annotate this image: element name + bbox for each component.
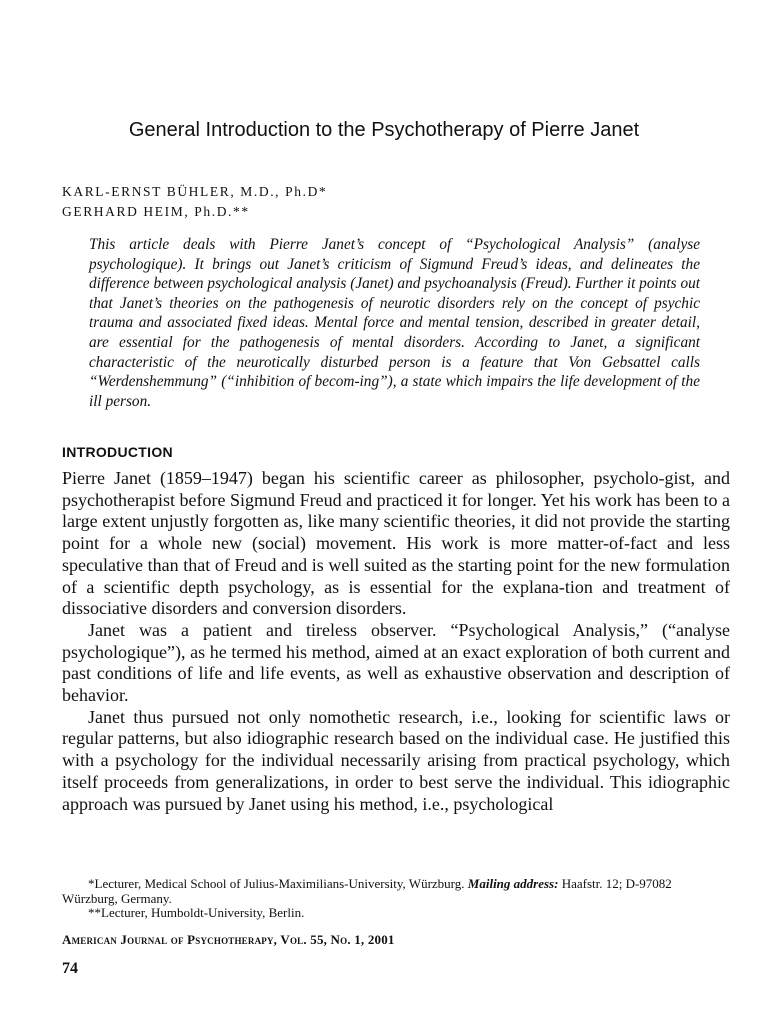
article-title: General Introduction to the Psychotherapy of Pierre Janet: [128, 119, 640, 141]
author-list: [62, 182, 327, 222]
mailing-address-label: Mailing address:: [467, 876, 559, 891]
journal-citation: American Journal of Psychotherapy, Vol. 55, No. 1, 2001: [62, 932, 395, 947]
footnote-1-text: *Lecturer, Medical School of Julius-Maximilians-University, Würzburg.: [88, 876, 465, 891]
body-text: [62, 468, 730, 815]
section-heading: INTRODUCTION: [62, 444, 173, 460]
footnote-1: [62, 877, 730, 906]
footnotes: [62, 877, 730, 921]
footnote-1-address: Haafstr. 12; D-97082 Würzburg, Germany.: [62, 876, 672, 906]
page-number: 74: [62, 960, 78, 977]
paragraph-2: Janet was a patient and tireless observer. “Psychological Analysis,” (“analyse psychologique”), as he termed his method, aimed at an exact exploration of both current and past conditions of life and life events, as well as exhaustive observation and description of behavior.: [62, 619, 730, 706]
paragraph-3: Janet thus pursued not only nomothetic research, i.e., looking for scientific laws or regular patterns, but also idiographic research based on the individual case. He justified this with a psychology for the individual necessarily arising from practical psychology, which itself proceeds from generalizations, in order to best serve the individual. This idiographic approach was pursued by Janet using his method, i.e., psychological: [62, 706, 730, 814]
author-1: KARL-ERNST BÜHLER, M.D., Ph.D*: [62, 184, 328, 199]
author-2: GERHARD HEIM, Ph.D.**: [62, 204, 250, 219]
paragraph-1: Pierre Janet (1859–1947) began his scientific career as philosopher, psycholo-gist, and psychotherapist before Sigmund Freud and practiced it for longer. Yet his work has been to a large extent unjustly forgotten as, like many scientific theories, it did not provide the starting point for a whole new (social) movement. His work is more matter-of-fact and less speculative than that of Freud and is well suited as the starting point for the new formulation of a scientific depth psychology, as is essential for the explana-tion and treatment of dissociative disorders and conversion disorders.: [62, 468, 730, 619]
abstract: This article deals with Pierre Janet’s concept of “Psychological Analysis” (analyse psychologique). It brings out Janet’s criticism of Sigmund Freud’s ideas, and delineates the difference between psychological analysis (Janet) and psychoanalysis (Freud). Further it points out that Janet’s theories on the pathogenesis of neurotic disorders rely on the concept of psychic trauma and associated fixed ideas. Mental force and mental tension, described in greater detail, are essential for the pathogenesis of mental disorders. According to Janet, a significant characteristic of the neurotically disturbed person is a feature that Von Gebsattel calls “Werdenshemmung” (“inhibition of becom-ing”), a state which impairs the life development of the ill person.: [89, 236, 700, 410]
footnote-2: **Lecturer, Humboldt-University, Berlin.: [88, 905, 305, 921]
